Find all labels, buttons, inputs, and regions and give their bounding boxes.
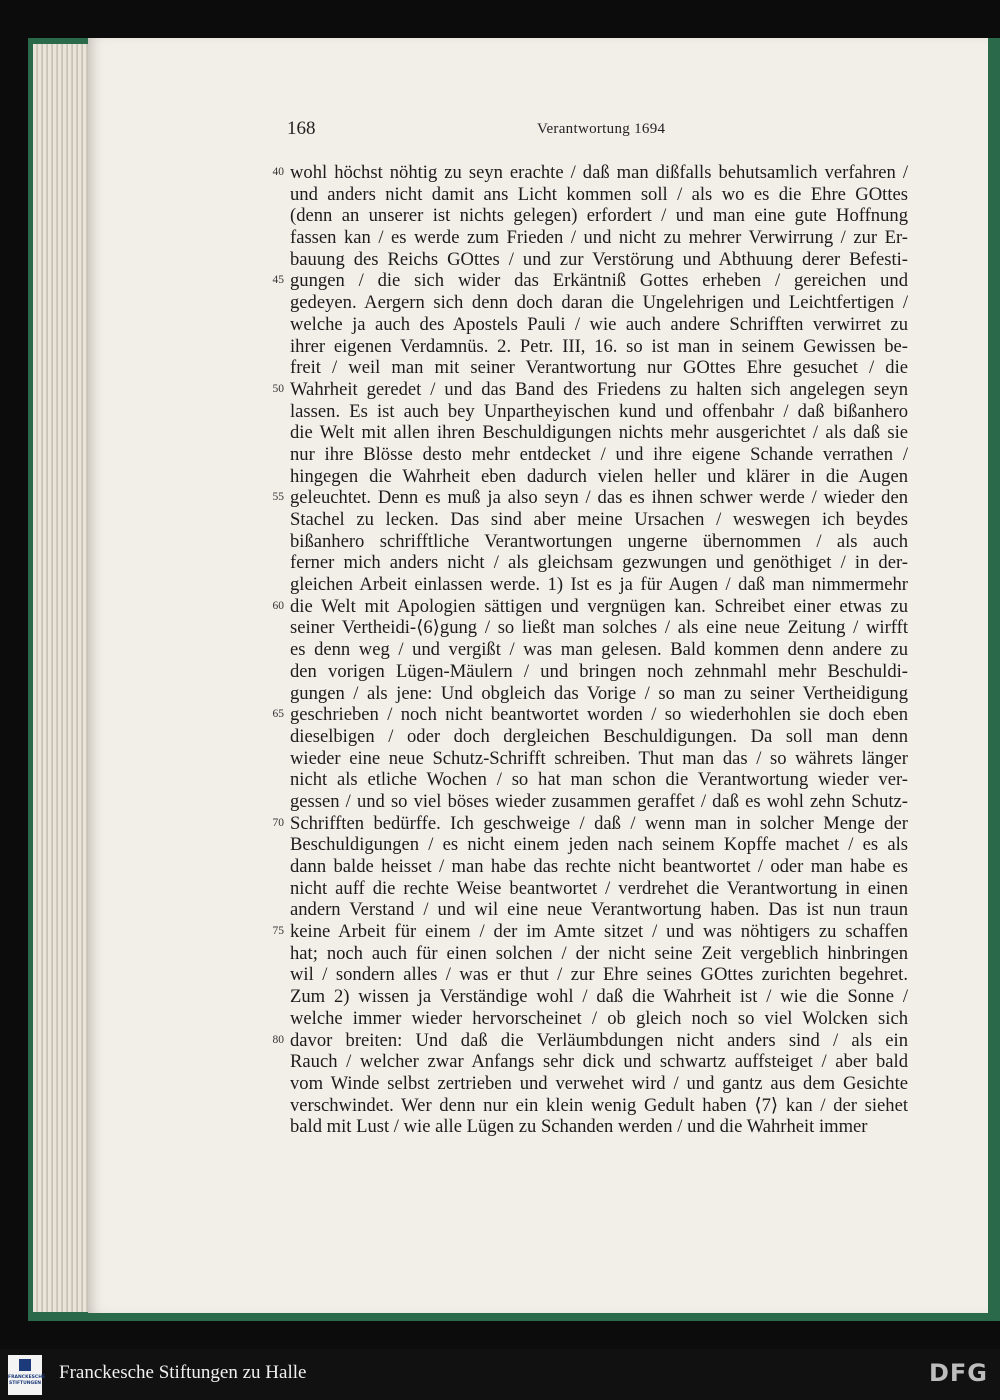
line-text: gessen / und so viel böses wieder zusammen geraffet / daß es wohl zehn Schutz- [290,790,908,812]
text-line [250,574,910,596]
line-number: 40 [272,166,284,178]
text-line [250,357,910,379]
dfg-logo[interactable]: DFG [928,1359,988,1387]
institution-link[interactable]: Franckesche Stiftungen zu Halle [59,1362,307,1383]
line-text: bauung des Reichs GOttes / und zur Verstörung und Abthuung derer Befesti- [290,248,908,270]
line-text: die Welt mit allen ihren Beschuldigungen nichts mehr ausgerichtet / als daß sie [290,422,908,444]
text-line [250,921,910,943]
line-text: nicht als etliche Wochen / so hat man schon die Verantwortung wieder ver- [290,769,908,791]
line-text: geschrieben / noch nicht beantwortet worden / so wiederhohlen sie doch eben [290,704,908,726]
text-line [250,813,910,835]
line-text: hat; noch auch für einen solchen / der nicht seine Zeit vergeblich hinbringen [290,942,908,964]
line-text: gungen / die sich wider das Erkäntniß Gottes erheben / gereichen und [290,270,908,292]
line-text: nur ihre Blösse desto mehr entdecket / und ihre eigene Schande verrathen / [290,443,908,465]
text-line [250,531,910,553]
text-line [250,509,910,531]
running-head [287,118,907,144]
text-line [250,422,910,444]
viewer-footer [0,1349,1000,1400]
line-text: (denn an unserer ist nichts gelegen) erfordert / und man eine gute Hoffnung [290,205,908,227]
text-line [250,661,910,683]
line-text: vom Winde selbst zertrieben und verwehet wird / und gantz aus dem Gesichte [290,1072,908,1094]
line-text: wieder eine neue Schutz-Schrifft schreiben. Thut man das / so währets länger [290,747,908,769]
line-text: die Welt mit Apologien sättigen und vergnügen kan. Schreibet einer etwas zu [290,595,908,617]
line-text: dieselbigen / oder doch dergleichen Beschuldigungen. Da soll man denn [290,725,908,747]
text-line [250,292,910,314]
text-line [250,726,910,748]
line-text: bald mit Lust / wie alle Lügen zu Schanden werden / und die Wahrheit immer [290,1116,868,1138]
emblem-icon [19,1359,31,1371]
line-number: 60 [272,599,284,612]
text-line [250,205,910,227]
text-line [250,617,910,639]
line-text: gungen / als jene: Und obgleich das Vorige / so man zu seiner Vertheidigung [290,682,908,704]
text-line [250,1051,910,1073]
line-number: 65 [272,708,284,721]
line-text: Schrifften bedürffe. Ich geschweige / daß / wenn man in solcher Menge der [290,812,908,834]
text-line [250,466,910,488]
page-number: 168 [287,118,316,139]
text-line [250,748,910,770]
page-block-edge [33,44,95,1312]
line-text: keine Arbeit für einem / der im Amte sitzet / und was nöhtigers zu schaffen [290,921,908,943]
text-line [250,1030,910,1052]
line-text: Zum 2) wissen ja Verständige wohl / daß die Wahrheit ist / wie die Sonne / [290,986,908,1008]
line-number: 75 [272,925,284,938]
text-line [250,401,910,423]
text-line [250,878,910,900]
line-text: nicht auff die rechte Weise beantwortet / verdrehet die Verantwortung in einen [290,877,908,899]
text-line [250,487,910,509]
line-text: gleichen Arbeit einlassen werde. 1) Ist es ja für Augen / daß man nimmermehr [290,574,908,596]
line-text: wil / sondern alles / was er thut / zur Ehre seines GOttes zurichten begehret. [290,964,908,986]
text-line [250,1073,910,1095]
text-line [250,444,910,466]
line-text: gedeyen. Aergern sich denn doch daran die Ungelehrigen und Leichtfertigen / [290,292,908,314]
text-line [250,704,910,726]
text-line [250,270,910,292]
line-text: wohl höchst nöhtig zu seyn erachte / daß man dißfalls behutsamlich verfahren / [290,162,908,183]
text-line [250,986,910,1008]
line-text: ihrer eigenen Verdamnüs. 2. Petr. III, 16. so ist man in seinem Gewissen be- [290,335,908,357]
text-line [250,596,910,618]
line-text: fassen kan / es werde zum Frieden / und nicht zu mehrer Verwirrung / zur Er- [290,227,908,249]
text-line [250,227,910,249]
text-line [250,1095,910,1117]
line-number: 50 [272,382,284,395]
line-text: andern Verstand / und wil eine neue Verantwortung haben. Das ist nun traun [290,899,908,921]
text-line [250,314,910,336]
line-text: seiner Vertheidi-⟨6⟩gung / so ließt man solches / als eine neue Zeitung / wirfft [290,617,908,639]
text-line [250,379,910,401]
line-text: hingegen die Wahrheit eben dadurch vielen heller und klärer in die Augen [290,465,908,487]
text-line [250,336,910,358]
text-line [250,1116,910,1138]
text-line [250,964,910,986]
line-text: bißanhero schrifftliche Verantwortungen ungerne übernommen / als auch [290,530,908,552]
line-text: dann balde heisset / man habe das rechte nicht beantwortet / oder man habe es [290,856,908,877]
line-text: den vorigen Lügen-Mäulern / und bringen noch zehnmahl mehr Beschuldi- [290,660,908,682]
running-title: Verantwortung 1694 [537,121,666,137]
logo-text: FRANCKESCHE STIFTUNGEN [8,1375,46,1386]
text-line [250,184,910,206]
text-line [250,162,910,184]
line-text: Wahrheit geredet / und das Band des Friedens zu halten sich angelegen seyn [290,378,908,400]
line-text: und anders nicht damit ans Licht kommen soll / als wo es die Ehre GOttes [290,183,908,205]
text-line [250,899,910,921]
line-number: 70 [272,816,284,829]
line-text: Stachel zu lecken. Das sind aber meine Ursachen / weswegen ich beydes [290,509,908,530]
text-body [250,162,910,1138]
text-line [250,683,910,705]
line-text: Beschuldigungen / es nicht einem jeden nach seinem Kopffe machet / es als [290,834,908,856]
text-line [250,769,910,791]
line-number: 80 [272,1033,284,1046]
line-text: es denn weg / und vergißt / was man gelesen. Bald kommen denn andere zu [290,639,908,661]
text-line [250,856,910,878]
institution-logo[interactable] [8,1355,46,1395]
line-text: welche ja auch des Apostels Pauli / wie auch andere Schrifften verwirret zu [290,313,908,335]
text-line [250,1008,910,1030]
text-line [250,639,910,661]
text-line [250,791,910,813]
line-number: 55 [272,491,284,504]
line-text: ferner mich anders nicht / als gleichsam gezwungen und genöthiget / in der- [290,552,908,574]
line-text: freit / weil man mit seiner Verantwortung nur GOttes Ehre gesuchet / die [290,357,908,379]
line-number: 45 [272,274,284,287]
line-text: verschwindet. Wer denn nur ein klein wenig Gedult haben ⟨7⟩ kan / der siehet [290,1094,908,1116]
line-text: welche immer wieder hervorscheinet / ob gleich noch so viel Wolcken sich [290,1007,908,1029]
line-text: geleuchtet. Denn es muß ja also seyn / das es ihnen schwer werde / wieder den [290,487,908,509]
text-line [250,943,910,965]
line-text: davor breiten: Und daß die Verläumbdungen nicht anders sind / als ein [290,1029,908,1051]
text-line [250,249,910,271]
text-line [250,552,910,574]
text-line [250,834,910,856]
line-text: Rauch / welcher zwar Anfangs sehr dick und schwartz auffsteiget / aber bald [290,1051,908,1073]
line-text: lassen. Es ist auch bey Unpartheyischen kund und offenbahr / daß bißanhero [290,400,908,422]
